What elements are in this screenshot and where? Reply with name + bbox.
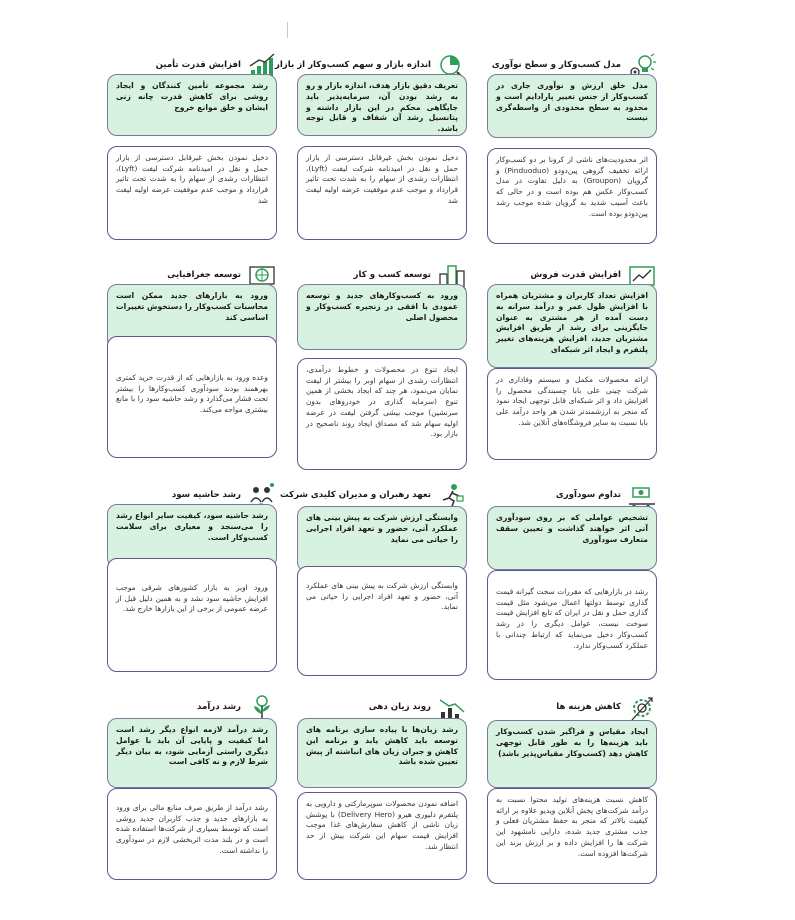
card-title: اندازه بازار و سهم کسب‌وکار از بازار — [274, 60, 431, 70]
card-title: تعهد رهبران و مدیران کلیدی شرکت — [280, 490, 431, 500]
card-highlight: تعریف دقیق بازار هدف، اندازه بازار و رو به رشد بودن آن، سرمایه‌پذیر باید جایگاهی محکم در این بازار داشته و پتانسیل رشد آن شفاف و قابل توجه باشد. — [297, 74, 467, 136]
card-body: دخیل نمودن بخش غیرقابل دسترسی از بازار حمل و نقل در امیدنامه شرکت لیفت (Lyft)، انتظارات رشدی از سهام را به شدت تحت تاثیر قرارداد و موجب عدم موفقیت عرضه اولیه لیفت شد — [297, 146, 467, 240]
card-header — [487, 694, 657, 722]
card-highlight: رشد زیان‌ها با پیاده سازی برنامه های توسعه باید کاهش یابد و برنامه این کاهش و جبران زیان های انباشته از پیش تعیین شده باشد — [297, 718, 467, 788]
card-title: رشد حاشیه سود — [171, 490, 241, 500]
card-highlight: رشد حاشیه سود، کیفیت سایر انواع رشد را می‌سنجد و معیاری برای سلامت کسب‌وکار است. — [107, 504, 277, 568]
card-body: وعده ورود به بازارهایی که از قدرت خرید کمتری بهرهمند بودند سودآوری کسب‌وکارها را بیشتر تحت فشار می‌گذارد و رشد حاشیه سود را با مانع بیشتری مواجه می‌کند. — [107, 336, 277, 458]
card-title: کاهش هزینه ها — [556, 702, 621, 712]
card-title: مدل کسب‌وکار و سطح نوآوری — [491, 60, 621, 70]
card-highlight: رشد درآمد لازمه انواع دیگر رشد است اما کیفیت و پایایی آن باید با عوامل دیگری راستی آزمایی شود، به بیان دیگر شرط لازم و نه کافی است — [107, 718, 277, 788]
card-highlight: رشد مجموعه تأمین کنندگان و ایجاد روشی برای کاهش قدرت چانه زنی ایشان و خلق موانع خروج — [107, 74, 277, 136]
card-body: دخیل نمودن بخش غیرقابل دسترسی از بازار حمل و نقل در امیدنامه شرکت لیفت (Lyft)، انتظارات رشدی از سهام را به شدت تحت تاثیر قرارداد و موجب عدم موفقیت عرضه اولیه لیفت شد — [107, 146, 277, 240]
card-title: توسعه کسب و کار — [353, 270, 431, 280]
card-body: اثر محدودیت‌های ناشی از کرونا بر دو کسب‌وکار ارائه تخفیف گروهی پین‌دودو (Pinduoduo) و گروپان (Groupon) به دلیل تفاوت در مدل کسب‌وکار عکس هم بوده است و در حالی که باعث آسیب شدید به گروپان شده موجب رشد پین‌دودو بوده است. — [487, 148, 657, 244]
card-title: رشد درآمد — [197, 702, 241, 712]
card-highlight: وابستگی ارزش شرکت به پیش بینی های عملکرد آتی، حضور و تعهد افراد اجرایی را حیاتی می نماید — [297, 506, 467, 572]
card-title: تداوم سودآوری — [555, 490, 621, 500]
card-body: وابستگی ارزش شرکت به پیش بینی های عملکرد آتی، حضور و تعهد افراد اجرایی را حیاتی می نماید. — [297, 566, 467, 676]
card-title: روند زیان دهی — [368, 702, 431, 712]
card-highlight: ورود به کسب‌وکارهای جدید و توسعه عمودی یا افقی در زنجیره کسب‌وکار و محصول اصلی — [297, 284, 467, 350]
card-highlight: افزایش تعداد کاربران و مشتریان همراه با افزایش طول عمر و درآمد سرانه به دست آمده از هر مشتری به عنوان جایگزینی برای رشد از طریق افزایش مشتریان جدید، افزایش هزینه‌های تغییر پلتفرم و ایجاد اثر شبکه‌ای — [487, 284, 657, 368]
card-body: اضافه نمودن محصولات سوپرمارکتی و دارویی به پلتفرم دلیوری هیرو (Delivery Hero) با پوشش زیان ناشی از کاهش سفارش‌های غذا موجب افزایش قیمت سهام این شرکت بیش از حد انتظار شد. — [297, 792, 467, 880]
card-title: افزایش قدرت تأمین — [155, 60, 241, 70]
page-divider — [287, 22, 288, 38]
card-body: رشد در بازارهایی که مقررات سخت گیرانه قیمت گذاری توسط دولتها اعمال می‌شود مثل قیمت گذاری حمل و نقل در ایران که تابع افزایش قیمت سوخت نیست، عوامل دیگری را در رشد کسب‌وکار دخیل می‌نماید که ارتباط چندانی با عملکرد کسب‌وکار ندارد. — [487, 570, 657, 680]
card-highlight: تشخیص عواملی که بر روی سودآوری آتی اثر خواهند گذاشت و تعیین سقف متعارف سودآوری — [487, 506, 657, 570]
card-highlight: ورود به بازارهای جدید ممکن است محاسبات کسب‌وکار را دستخوش تغییرات اساسی کند — [107, 284, 277, 350]
card-body: کاهش نسبت هزینه‌های تولید محتوا نسبت به درآمد شرکت‌های پخش آنلاین ویدیو علاوه بر ارائه کیفیت بالاتر که منجر به حفظ مشتریان فعلی و جذب مشتری جدید شده، دارایی نامشهود این شرکت ها را افزایش داده و بر ارزش برند این شرکت‌ها افزوده است. — [487, 788, 657, 884]
card-body: ورود اوبر به بازار کشورهای شرقی موجب افزایش حاشیه سود نشد و به همین دلیل قبل از عرضه عمومی از برخی از این بازارها خارج شد. — [107, 558, 277, 672]
card-highlight: ایجاد مقیاس و فراگیر شدن کسب‌وکار باید هزینه‌ها را به طور قابل توجهی کاهش دهد (کسب‌وکار مقیاس‌پذیر باشد) — [487, 720, 657, 788]
card-title: توسعه جغرافیایی — [167, 270, 241, 280]
card-body: ایجاد تنوع در محصولات و خطوط درآمدی، انتظارات رشدی از سهام اوبر را بیشتر از لیفت نمایان می‌نمود، هر چند که ایجاد بخشی از همین تنوع (سرمایه گذاری در خودروهای بدون سرنشین) موجب بیشی گرفتن لیفت در عرضه اولیه سهام شد که مصداق ایجاد روند ناصحیح در بازار بود. — [297, 358, 467, 470]
card-highlight: مدل خلق ارزش و نوآوری جاری در کسب‌وکار از جنس تغییر پارادایم است و محدود به سطح محدودی از واسطه‌گری نیست — [487, 74, 657, 138]
card-body: ارائه محصولات مکمل و سیستم وفاداری در شرکت چینی علی بابا چسبندگی محصول را افزایش داد و اثر شبکه‌ای قابل توجهی ایجاد نمود که منجر به ارزشمندتر شدن هر واحد درآمد علی بابا نسبت به سایر فروشگاه‌های آنلاین شد. — [487, 368, 657, 460]
card-title: افزایش قدرت فروش — [530, 270, 621, 280]
card-body: رشد درآمد از طریق صرف منابع مالی برای ورود به بازارهای جدید و جذب کاربران جدید روشی است که توسط بسیاری از شرکت‌ها استفاده شده است و در بلند مدت اثربخشی لازم در سودآوری را نداشته است. — [107, 788, 277, 880]
